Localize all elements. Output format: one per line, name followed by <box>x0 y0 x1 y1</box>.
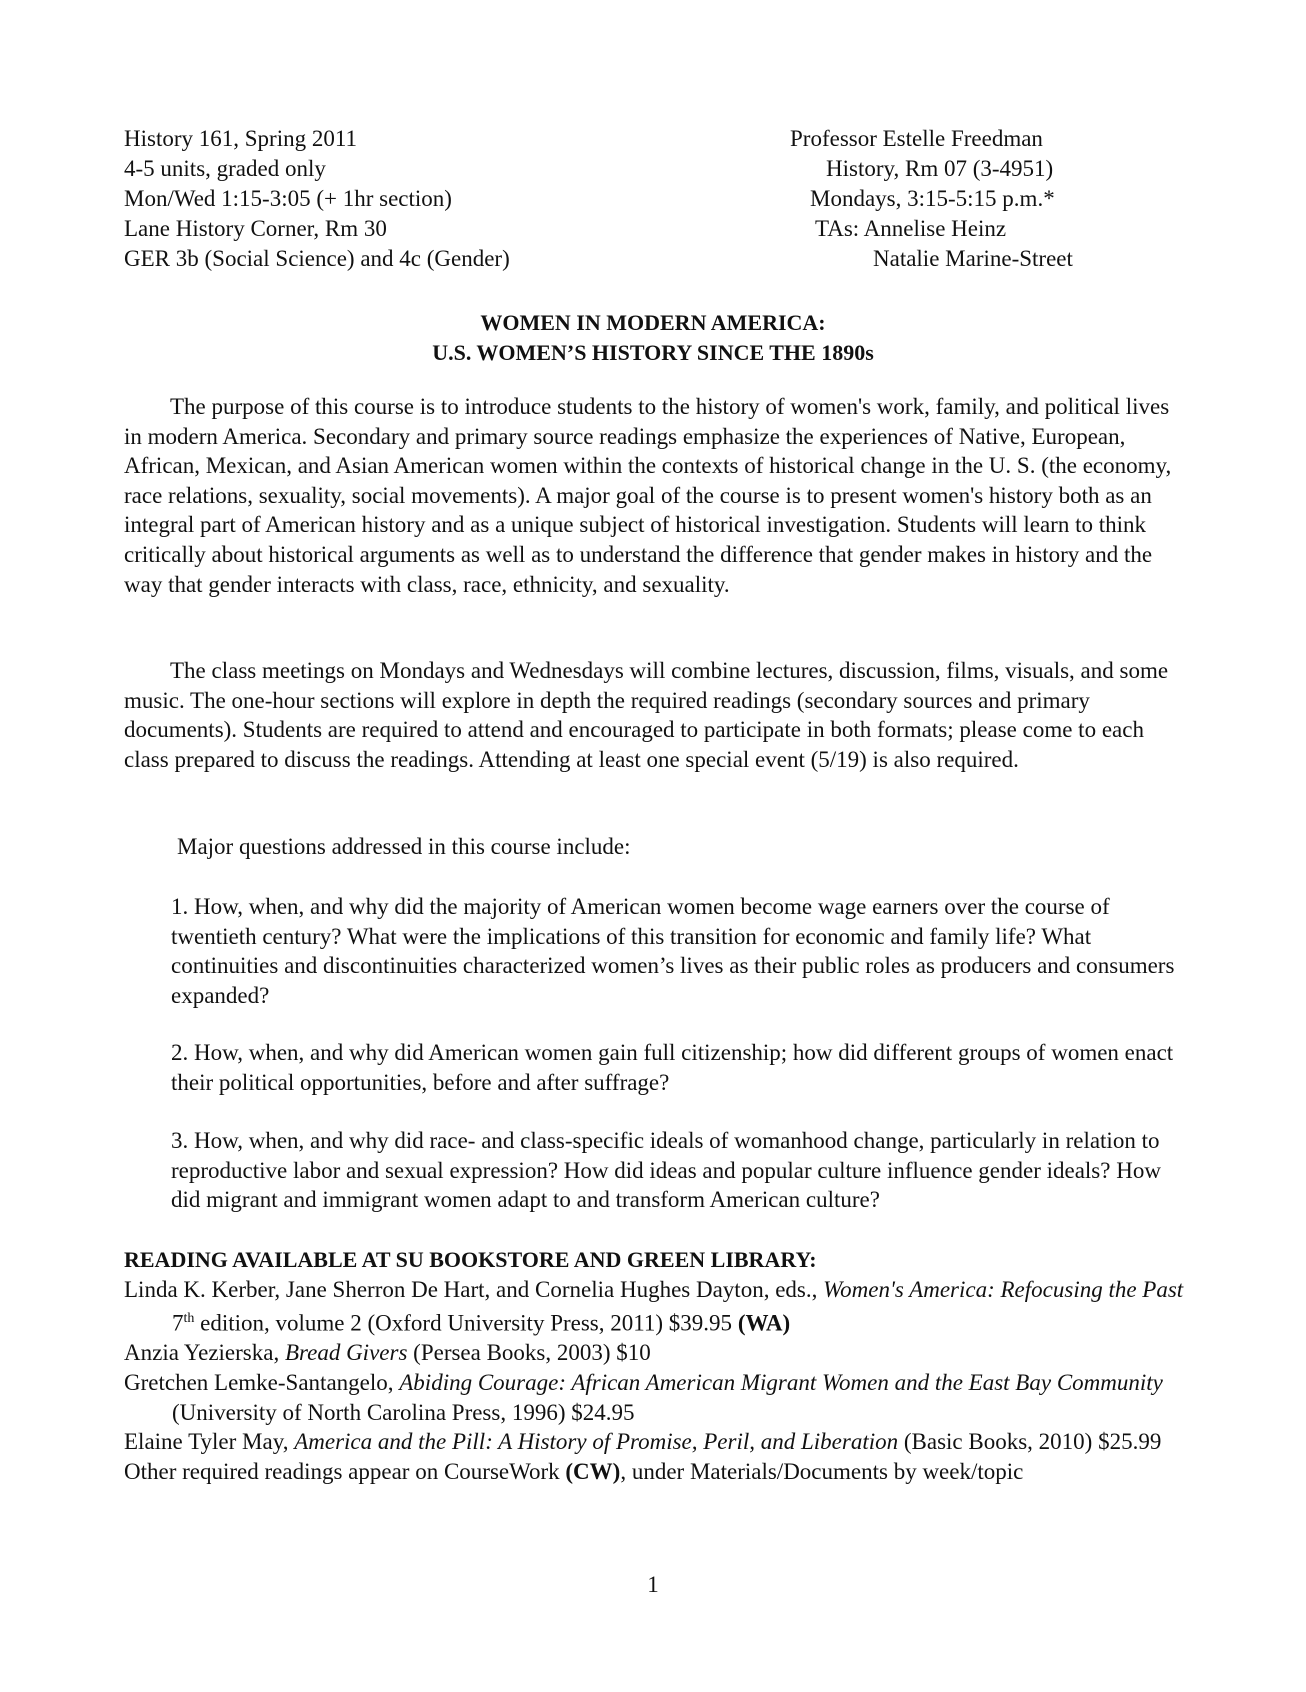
other-readings-text: Other required readings appear on CourseWork <box>124 1458 566 1484</box>
instructor-info-block <box>790 124 1073 274</box>
other-readings-location: , under Materials/Documents by week/topic <box>620 1458 1024 1484</box>
reading-list <box>124 1245 1204 1486</box>
reading-publisher: (University of North Carolina Press, 1996) $24.95 <box>172 1399 635 1425</box>
course-info-block <box>124 124 510 274</box>
reading-heading: READING AVAILABLE AT SU BOOKSTORE AND GREEN LIBRARY: <box>124 1247 817 1272</box>
ta-2: Natalie Marine-Street <box>873 246 1073 271</box>
reading-publisher: (Persea Books, 2003) $10 <box>407 1340 651 1366</box>
reading-authors: Anzia Yezierska, <box>124 1340 285 1366</box>
class-meetings-paragraph: The class meetings on Mondays and Wednesdays will combine lectures, discussion, films, visuals, and some music. The one-hour sections will explore in depth the required readings (secondary sources and primary documents). Students are required to attend and encouraged to participate in both formats; please come to each class prepared to discuss the readings. Attending at least one special event (5/19) is also required. <box>124 658 1169 772</box>
question-2: 2. How, when, and why did American women gain full citizenship; how did different groups of women enact their political opportunities, before and after suffrage? <box>171 1040 1174 1095</box>
reading-item <box>124 1338 1204 1368</box>
professor-name: Professor Estelle Freedman <box>790 126 1043 151</box>
question-3: 3. How, when, and why did race- and class-specific ideals of womanhood change, particularly in relation to reproductive labor and sexual expression? How did ideas and popular culture influence gender ideals? How did migrant and immigrant women adapt to and transform American culture? <box>171 1128 1161 1213</box>
reading-abbreviation: (WA) <box>737 1310 791 1336</box>
reading-title: Bread Givers <box>284 1340 408 1366</box>
purpose-paragraph: The purpose of this course is to introduce students to the history of women's work, family, and political lives in modern America. Secondary and primary source readings emphasize the experiences of Native, European, African, Mexican, and Asian American women within the contexts of historical change in the U. S. (the economy, race relations, sexuality, social movements). A major goal of the course is to present women's history both as an integral part of American history and as a unique subject of historical investigation. Students will learn to think critically about historical arguments as well as to understand the difference that gender makes in history and the way that gender interacts with class, race, ethnicity, and sexuality. <box>124 394 1172 597</box>
reading-authors: Gretchen Lemke-Santangelo, <box>124 1370 400 1396</box>
page-number: 1 <box>647 1572 659 1597</box>
reading-edition-suffix: th <box>183 1311 195 1327</box>
course-title <box>0 308 1306 368</box>
title-line-2: U.S. WOMEN’S HISTORY SINCE THE 1890s <box>432 340 874 365</box>
course-schedule: Mon/Wed 1:15-3:05 (+ 1hr section) <box>124 186 452 211</box>
reading-item <box>124 1427 1204 1457</box>
reading-authors: Linda K. Kerber, Jane Sherron De Hart, and Cornelia Hughes Dayton, eds., <box>124 1276 824 1302</box>
questions-intro: Major questions addressed in this course include: <box>177 834 631 859</box>
reading-item <box>124 1368 1204 1427</box>
question-1: 1. How, when, and why did the majority of American women become wage earners over the course of twentieth century? What were the implications of this transition for economic and family life? What continuities and discontinuities characterized women’s lives as their public roles as producers and consumers expanded? <box>171 894 1175 1008</box>
office-hours: Mondays, 3:15-5:15 p.m.* <box>810 186 1055 211</box>
professor-office: History, Rm 07 (3-4951) <box>826 156 1054 181</box>
reading-authors: Elaine Tyler May, <box>124 1429 295 1455</box>
reading-title: America and the Pill: A History of Promise, Peril, and Liberation <box>294 1429 899 1455</box>
title-line-1: WOMEN IN MODERN AMERICA: <box>480 310 826 335</box>
course-number: History 161, Spring 2011 <box>124 126 357 151</box>
coursework-abbreviation: (CW) <box>565 1458 621 1484</box>
reading-edition: 7 <box>172 1310 184 1336</box>
other-readings-note <box>124 1457 1204 1487</box>
course-ger: GER 3b (Social Science) and 4c (Gender) <box>124 246 510 271</box>
course-location: Lane History Corner, Rm 30 <box>124 216 387 241</box>
reading-title: Women's America: Refocusing the Past <box>823 1276 1184 1302</box>
reading-item <box>124 1275 1204 1339</box>
reading-publisher: edition, volume 2 (Oxford University Press, 2011) $39.95 <box>194 1310 738 1336</box>
course-units: 4-5 units, graded only <box>124 156 326 181</box>
ta-1: TAs: Annelise Heinz <box>815 216 1007 241</box>
reading-title: Abiding Courage: African American Migrant Women and the East Bay Community <box>399 1370 1163 1396</box>
reading-publisher: (Basic Books, 2010) $25.99 <box>898 1429 1162 1455</box>
